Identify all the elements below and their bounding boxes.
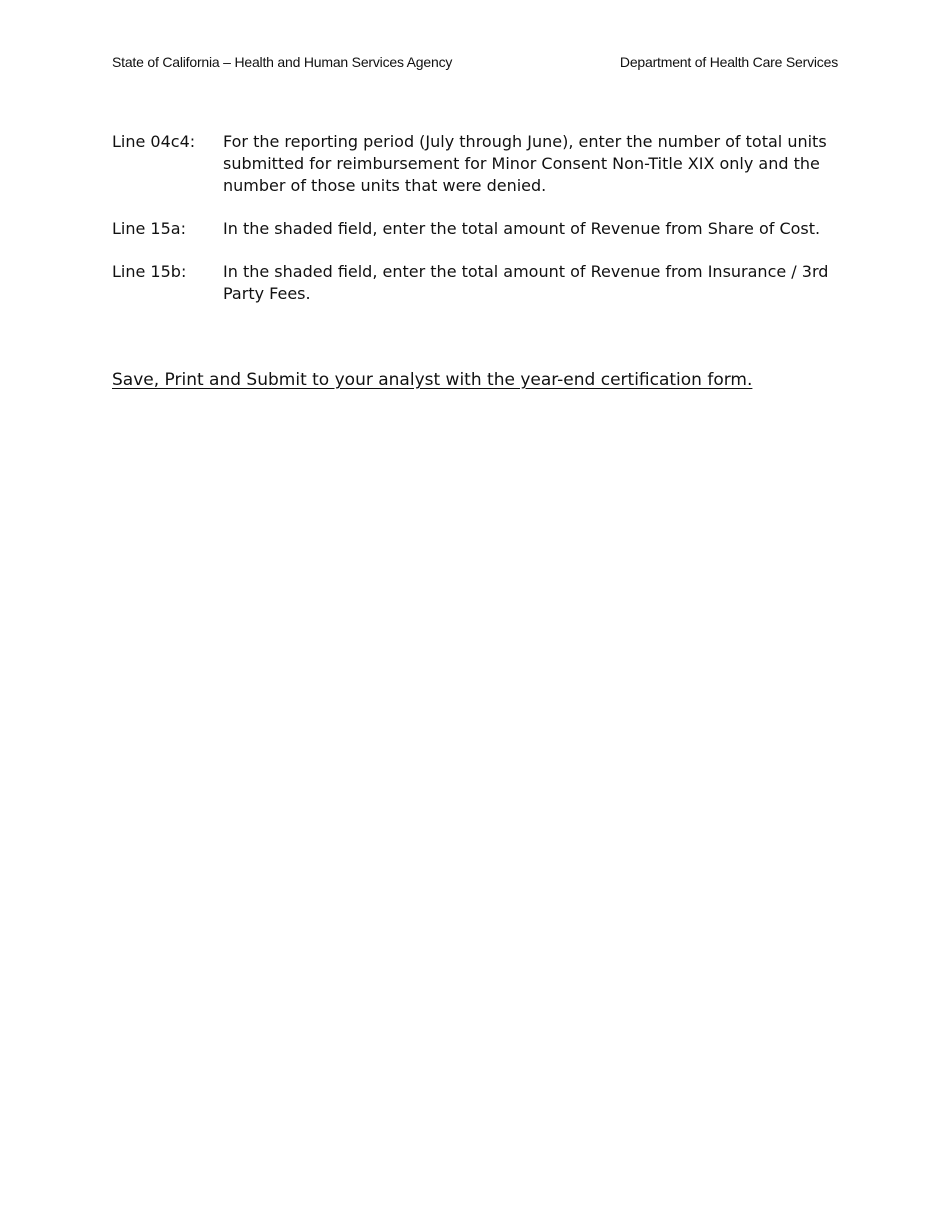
instruction-line-15a	[112, 218, 842, 240]
submission-note: Save, Print and Submit to your analyst with the year-end certification form.	[112, 370, 753, 390]
instruction-list	[112, 131, 842, 326]
page-header	[112, 54, 838, 74]
line-description: For the reporting period (July through June), enter the number of total units submitted for reimbursement for Minor Consent Non-Title XIX only and the number of those units that were denied.	[223, 132, 827, 195]
instruction-line-15b	[112, 261, 842, 305]
agency-name: State of California – Health and Human Services Agency	[112, 54, 453, 70]
line-label: Line 15a:	[112, 219, 186, 238]
line-label: Line 04c4:	[112, 132, 196, 151]
line-description: In the shaded field, enter the total amount of Revenue from Insurance / 3rd Party Fees.	[223, 262, 829, 303]
line-description: In the shaded field, enter the total amount of Revenue from Share of Cost.	[223, 219, 821, 238]
line-label: Line 15b:	[112, 262, 187, 281]
department-name: Department of Health Care Services	[619, 54, 838, 70]
instruction-line-04c4	[112, 131, 842, 197]
